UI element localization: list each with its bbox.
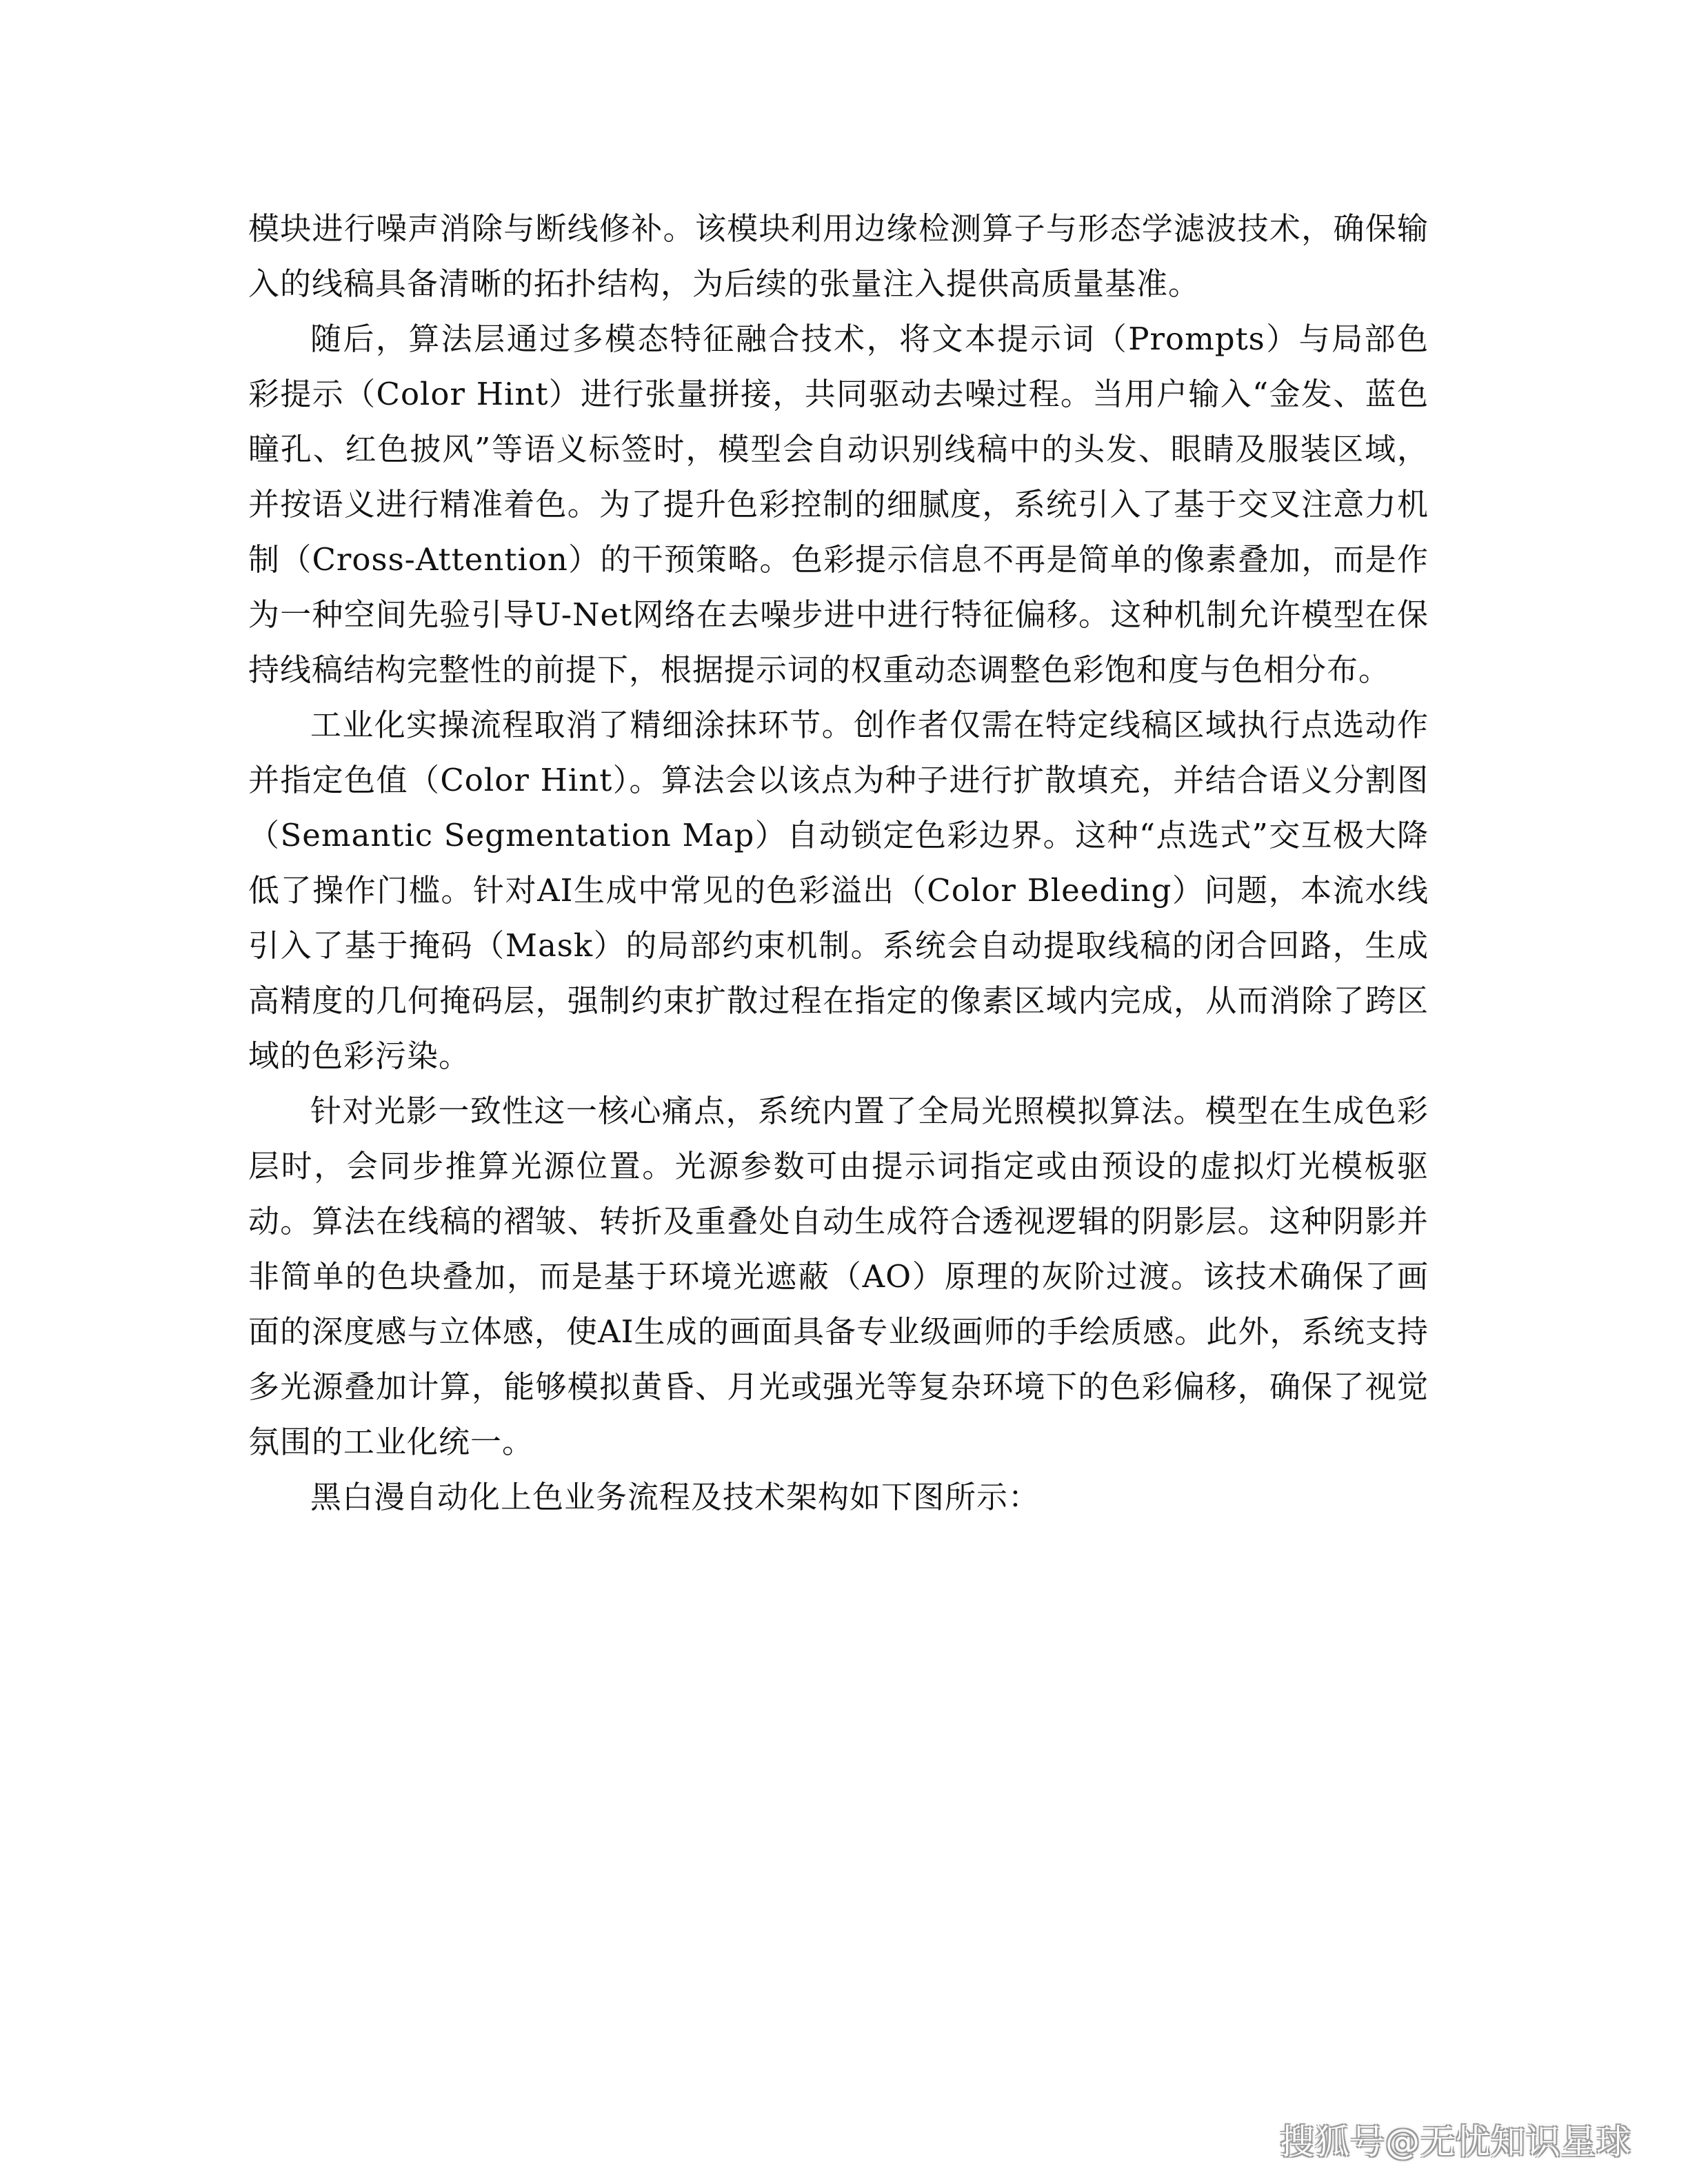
paragraph-continuation: 模块进行噪声消除与断线修补。该模块利用边缘检测算子与形态学滤波技术，确保输入的线稿具备清晰的拓扑结构，为后续的张量注入提供高质量基准。	[248, 210, 1429, 302]
paragraph-industrial-workflow: 工业化实操流程取消了精细涂抹环节。创作者仅需在特定线稿区域执行点选动作并指定色值（Color Hint）。算法会以该点为种子进行扩散填充，并结合语义分割图（Semantic Segmentation Map）自动锁定色彩边界。这种“点选式”交互极大降低了操作门槛。针对AI生成中常见的色彩溢出（Color Bleeding）问题，本流水线引入了基于掩码（Mask）的局部约束机制。系统会自动提取线稿的闭合回路，生成高精度的几何掩码层，强制约束扩散过程在指定的像素区域内完成，从而消除了跨区域的色彩污染。	[248, 707, 1429, 1074]
paragraph-algorithm-layer: 随后，算法层通过多模态特征融合技术，将文本提示词（Prompts）与局部色彩提示（Color Hint）进行张量拼接，共同驱动去噪过程。当用户输入“金发、蓝色瞳孔、红色披风”等语义标签时，模型会自动识别线稿中的头发、眼睛及服装区域，并按语义进行精准着色。为了提升色彩控制的细腻度，系统引入了基于交叉注意力机制（Cross-Attention）的干预策略。色彩提示信息不再是简单的像素叠加，而是作为一种空间先验引导U-Net网络在去噪步进中进行特征偏移。这种机制允许模型在保持线稿结构完整性的前提下，根据提示词的权重动态调整色彩饱和度与色相分布。	[248, 321, 1429, 688]
document-body	[248, 201, 1429, 1525]
paragraph-lighting-consistency: 针对光影一致性这一核心痛点，系统内置了全局光照模拟算法。模型在生成色彩层时，会同步推算光源位置。光源参数可由提示词指定或由预设的虚拟灯光模板驱动。算法在线稿的褶皱、转折及重叠处自动生成符合透视逻辑的阴影层。这种阴影并非简单的色块叠加，而是基于环境光遮蔽（AO）原理的灰阶过渡。该技术确保了画面的深度感与立体感，使AI生成的画面具备专业级画师的手绘质感。此外，系统支持多光源叠加计算，能够模拟黄昏、月光或强光等复杂环境下的色彩偏移，确保了视觉氛围的工业化统一。	[248, 1093, 1429, 1460]
watermark-label: 搜狐号@无忧知识星球	[1280, 2122, 1631, 2162]
paragraph-figure-intro: 黑白漫自动化上色业务流程及技术架构如下图所示：	[310, 1479, 1041, 1515]
